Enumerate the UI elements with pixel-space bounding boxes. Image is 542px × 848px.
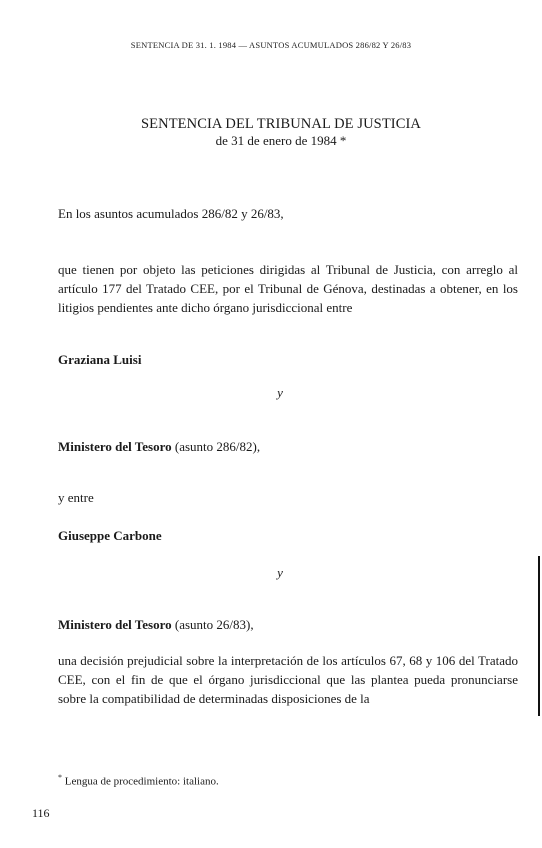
party-luisi: Graziana Luisi [58, 352, 142, 367]
page-number: 116 [32, 806, 50, 820]
party-ministero-name: Ministero del Tesoro [58, 439, 172, 454]
conjunction-y-second: y [277, 565, 283, 580]
document-date: de 31 de enero de 1984 * [215, 133, 347, 148]
party-ministero-first [58, 437, 518, 456]
running-head: SENTENCIA DE 31. 1. 1984 — ASUNTOS ACUMULADOS 286/82 Y 26/83 [130, 40, 412, 50]
party-ministero-name: Ministero del Tesoro [58, 617, 172, 632]
party-carbone: Giuseppe Carbone [58, 528, 162, 543]
scan-edge-mark [538, 556, 540, 716]
conjunction-y-first: y [277, 385, 283, 400]
party-ministero-second [58, 615, 518, 634]
decision-paragraph: una decisión prejudicial sobre la interpretación de los artículos 67, 68 y 106 del Tratado CEE, con el fin de que el órgano jurisdiccional que las plantea pueda pronunciarse sobre la compatibilidad de determinadas disposiciones de la [58, 653, 518, 706]
footnote [58, 771, 219, 789]
title-block [0, 116, 542, 149]
document-title: SENTENCIA DEL TRIBUNAL DE JUSTICIA [141, 116, 421, 132]
party-ministero-case: (asunto 26/83), [171, 617, 254, 632]
y-entre-line: y entre [58, 490, 94, 505]
footnote-text: Lengua de procedimiento: italiano. [62, 775, 219, 788]
footnote-marker: * [58, 773, 62, 782]
object-paragraph: que tienen por objeto las peticiones dirigidas al Tribunal de Justicia, con arreglo al artículo 177 del Tratado CEE, por el Tribunal de Génova, destinadas a obtener, en los litigios pendientes ante dicho órgano jurisdiccional entre [58, 262, 518, 315]
party-ministero-case: (asunto 286/82), [171, 439, 261, 454]
intro-paragraph: En los asuntos acumulados 286/82 y 26/83, [58, 206, 284, 221]
